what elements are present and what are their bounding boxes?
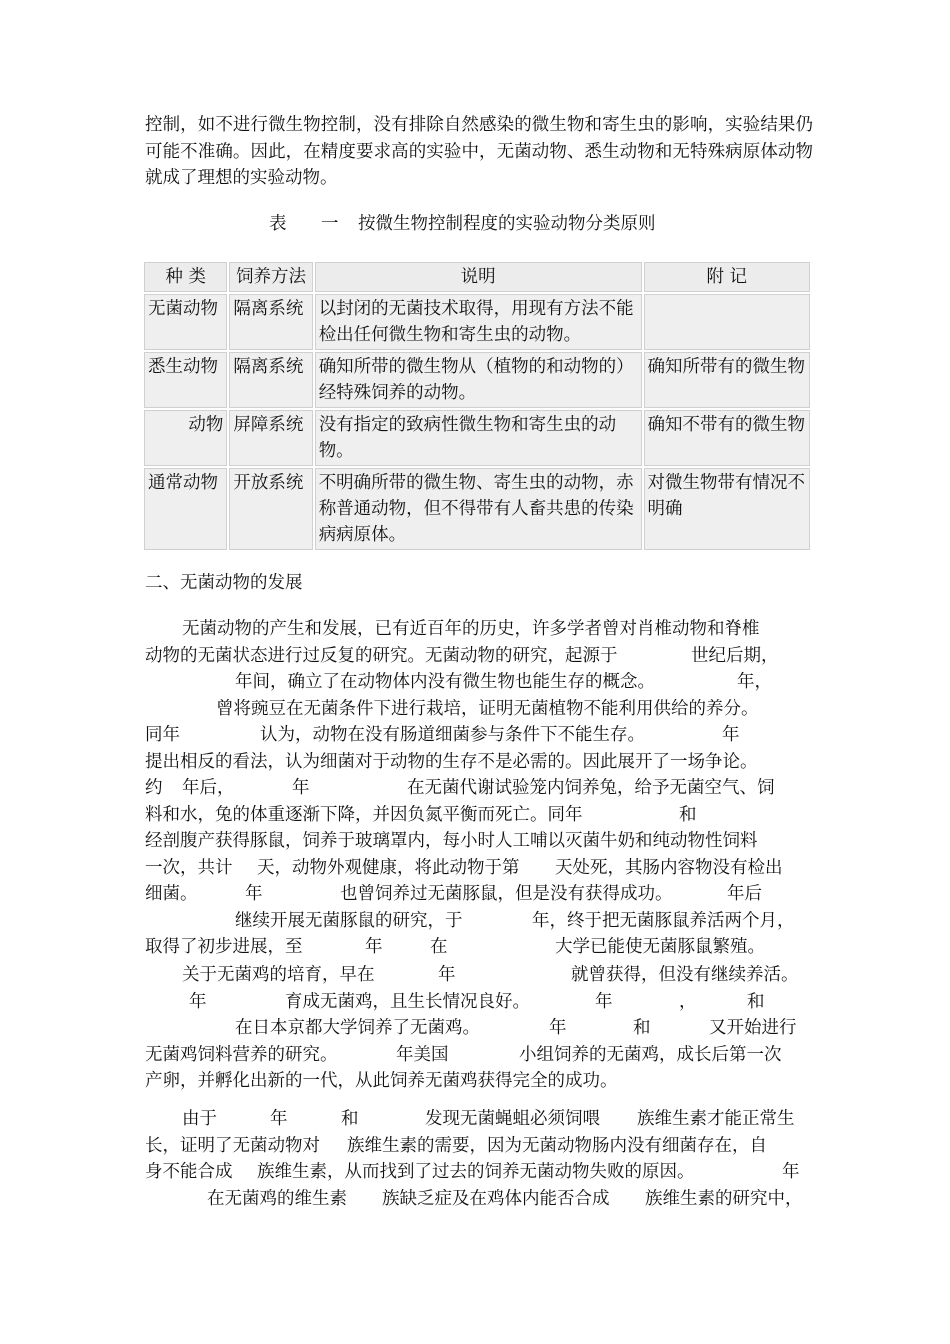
text-segment: 年 xyxy=(549,1018,567,1038)
text-line xyxy=(145,989,813,1016)
header-cell: 种 类 xyxy=(144,262,227,292)
text-segment: 在 xyxy=(430,937,448,957)
text-segment: 也曾饲养过无菌豚鼠，但是没有获得成功。 xyxy=(340,884,673,904)
text-line xyxy=(145,1186,813,1213)
table-cell: 开放系统 xyxy=(229,468,312,550)
text-segment: 年美国 xyxy=(396,1044,449,1065)
text-segment: 一次，共计 xyxy=(145,857,233,878)
text-segment: 族维生素，从而找到了过去的饲养无菌动物失败的原因。 xyxy=(257,1162,695,1182)
table-cell xyxy=(644,294,810,350)
table-row xyxy=(144,352,810,408)
text-segment: 年， xyxy=(737,672,772,692)
text-segment: 族缺乏症及在鸡体内能否合成 xyxy=(382,1188,610,1209)
text-segment: 和 xyxy=(633,1018,651,1038)
text-segment: 年 xyxy=(782,1162,800,1182)
text-segment: 年后 xyxy=(727,884,762,904)
text-segment: 产卵，并孵化出新的一代，从此饲养无菌鸡获得完全的成功。 xyxy=(145,1071,618,1091)
text-segment: 同年 xyxy=(145,725,180,745)
table-cell: 没有指定的致病性微生物和寄生虫的动物。 xyxy=(315,410,642,466)
text-segment: 约 xyxy=(145,778,163,798)
text-line xyxy=(145,722,813,749)
text-segment: 育成无菌鸡，且生长情况良好。 xyxy=(285,991,530,1012)
text-segment: 无菌鸡饲料营养的研究。 xyxy=(145,1044,338,1065)
table-cell: 确知所带的微生物从（植物的和动物的）经特殊饲养的动物。 xyxy=(315,352,642,408)
text-segment: 身不能合成 xyxy=(145,1162,233,1182)
text-segment: 族维生素的研究中， xyxy=(645,1188,803,1209)
paragraph-history xyxy=(145,616,813,961)
text-segment: 细菌。 xyxy=(145,884,198,904)
text-segment: 就曾获得，但没有继续养活。 xyxy=(571,965,799,985)
text-segment: 年 xyxy=(722,725,740,745)
table-cell: 以封闭的无菌技术取得，用现有方法不能检出任何微生物和寄生虫的动物。 xyxy=(315,294,642,350)
intro-paragraph xyxy=(145,112,813,192)
text-line xyxy=(145,669,813,696)
text-line xyxy=(145,828,813,855)
text-segment: 又开始进行 xyxy=(709,1018,797,1038)
text-segment: 认为，动物在没有肠道细菌参与条件下不能生存。 xyxy=(260,725,645,745)
table-cell: 确知不带有的微生物 xyxy=(644,410,810,466)
text-segment: 天，动物外观健康，将此动物于第 xyxy=(257,857,520,878)
text-segment: 长，证明了无菌动物对 xyxy=(145,1135,320,1156)
text-segment: 曾将豌豆在无菌条件下进行栽培，证明无菌植物不能利用供给的养分。 xyxy=(216,698,759,719)
paragraph-vitamins xyxy=(145,1106,813,1212)
table-row xyxy=(144,468,810,550)
table-caption xyxy=(145,210,813,238)
text-line xyxy=(145,802,813,829)
table-cell: 通常动物 xyxy=(144,468,227,550)
text-segment: 年 xyxy=(189,991,207,1012)
table-cell: 无菌动物 xyxy=(144,294,227,350)
text-line xyxy=(145,1068,813,1095)
text-segment: 世纪后期， xyxy=(691,645,779,666)
text-line xyxy=(145,908,813,935)
text-segment: 族维生素的需要，因为无菌动物肠内没有细菌存在，自 xyxy=(347,1135,767,1156)
text-segment: 大学已能使无菌豚鼠繁殖。 xyxy=(555,937,765,957)
paragraph-chickens xyxy=(145,962,813,1095)
classification-table xyxy=(142,260,812,552)
text-segment: 发现无菌蝇蛆必须饲喂 xyxy=(425,1109,600,1129)
intro-text: 控制，如不进行微生物控制，没有排除自然感染的微生物和寄生虫的影响，实验结果仍可能不准确。因此，在精度要求高的实验中，无菌动物、悉生动物和无特殊病原体动物就成了理想的实验动物。 xyxy=(145,115,813,188)
caption-text: 按微生物控制程度的实验动物分类原则 xyxy=(358,214,656,234)
caption-label: 表 xyxy=(269,214,287,234)
text-line xyxy=(145,616,813,643)
text-segment: 年，终于把无菌豚鼠养活两个月， xyxy=(532,910,795,931)
text-segment: 提出相反的看法，认为细菌对于动物的生存不是必需的。因此展开了一场争论。 xyxy=(145,751,758,772)
table-cell: 屏障系统 xyxy=(229,410,312,466)
text-segment: 在日本京都大学饲养了无菌鸡。 xyxy=(235,1018,480,1038)
text-segment: 和 xyxy=(679,804,697,825)
text-segment: 在无菌鸡的维生素 xyxy=(207,1188,347,1209)
table-cell: 悉生动物 xyxy=(144,352,227,408)
text-segment: 小组饲养的无菌鸡，成长后第一次 xyxy=(519,1044,782,1065)
table-cell: 隔离系统 xyxy=(229,294,312,350)
text-segment: 和 xyxy=(747,991,765,1012)
text-line xyxy=(145,643,813,670)
text-segment: 在无菌代谢试验笼内饲养兔，给予无菌空气、饲 xyxy=(407,778,775,798)
text-segment: ， xyxy=(679,991,697,1012)
text-segment: 族维生素才能正常生 xyxy=(637,1109,795,1129)
text-segment: 年 xyxy=(245,884,263,904)
text-segment: 经剖腹产获得豚鼠，饲养于玻璃罩内，每小时人工哺以灭菌牛奶和纯动物性饲料 xyxy=(145,831,758,851)
table-row xyxy=(144,410,810,466)
text-segment: 由于 xyxy=(182,1109,217,1129)
text-line xyxy=(145,775,813,802)
text-segment: 料和水，兔的体重逐渐下降，并因负氮平衡而死亡。同年 xyxy=(145,804,583,825)
text-line xyxy=(145,1015,813,1042)
text-line xyxy=(145,962,813,989)
text-segment: 取得了初步进展，至 xyxy=(145,937,303,957)
text-segment: 年 xyxy=(438,965,456,985)
text-segment: 年 xyxy=(270,1109,288,1129)
text-segment: 无菌动物的产生和发展，已有近百年的历史，许多学者曾对肖椎动物和脊椎 xyxy=(182,619,760,639)
text-segment: 动物的无菌状态进行过反复的研究。无菌动物的研究，起源于 xyxy=(145,645,618,666)
text-line xyxy=(145,881,813,908)
text-line xyxy=(145,1133,813,1160)
text-segment: 年间，确立了在动物体内没有微生物也能生存的概念。 xyxy=(235,672,655,692)
table-cell: 隔离系统 xyxy=(229,352,312,408)
table-cell: 不明确所带的微生物、寄生虫的动物，赤称普通动物，但不得带有人畜共患的传染病病原体。 xyxy=(315,468,642,550)
text-segment: 年 xyxy=(292,778,310,798)
text-line xyxy=(145,696,813,723)
header-cell: 附 记 xyxy=(644,262,810,292)
table-row xyxy=(144,294,810,350)
caption-number: 一 xyxy=(321,214,339,234)
text-segment: 天处死，其肠内容物没有检出 xyxy=(555,857,783,878)
text-line xyxy=(145,934,813,961)
text-line xyxy=(145,1159,813,1186)
table-cell: 动物 xyxy=(144,410,227,466)
text-segment: 关于无菌鸡的培育，早在 xyxy=(182,965,375,985)
text-segment: 年后， xyxy=(182,778,235,798)
text-segment: 继续开展无菌豚鼠的研究，于 xyxy=(235,910,463,931)
text-segment: 年 xyxy=(595,991,613,1012)
header-cell: 说明 xyxy=(315,262,642,292)
text-line xyxy=(145,855,813,882)
section-heading: 二、无菌动物的发展 xyxy=(145,573,303,593)
text-line xyxy=(145,1042,813,1069)
table-header-row xyxy=(144,262,810,292)
table-cell: 确知所带有的微生物 xyxy=(644,352,810,408)
text-line xyxy=(145,749,813,776)
table-cell: 对微生物带有情况不明确 xyxy=(644,468,810,550)
text-segment: 年 xyxy=(365,937,383,957)
text-line xyxy=(145,1106,813,1133)
text-segment: 和 xyxy=(341,1109,359,1129)
header-cell: 饲养方法 xyxy=(229,262,312,292)
